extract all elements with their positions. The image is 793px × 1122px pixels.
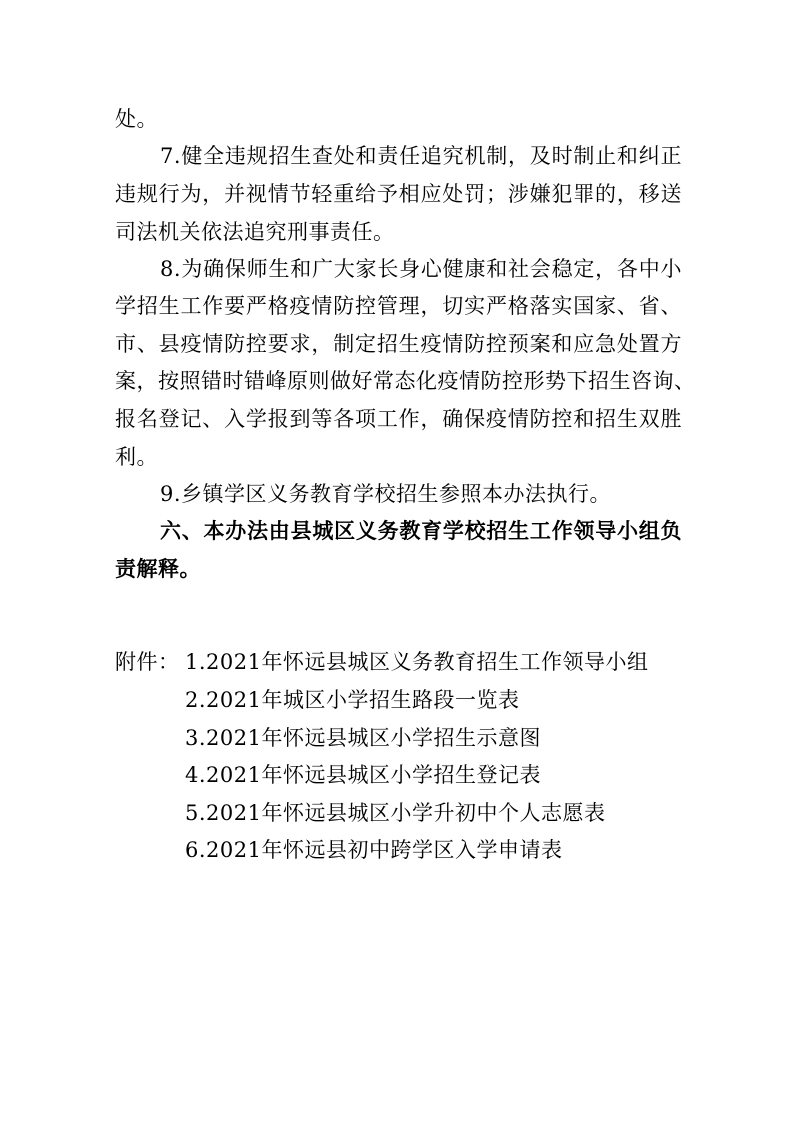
paragraph-6-tail: 处。 bbox=[115, 107, 158, 131]
paragraph-8-line-1: 8.为确保师生和广大家长身心健康和社会稳定，各中小 bbox=[160, 257, 682, 281]
paragraph-8-line-6: 利。 bbox=[115, 445, 158, 469]
attachment-item: 2.2021年城区小学招生路段一览表 bbox=[185, 688, 520, 712]
paragraph-8-line-3: 市、县疫情防控要求，制定招生疫情防控预案和应急处置方 bbox=[115, 332, 682, 356]
paragraph-7-line-1: 7.健全违规招生查处和责任追究机制，及时制止和纠正 bbox=[160, 144, 682, 168]
attachment-item: 4.2021年怀远县城区小学招生登记表 bbox=[185, 763, 541, 787]
paragraph-7-line-3: 司法机关依法追究刑事责任。 bbox=[115, 220, 395, 244]
attachment-item: 6.2021年怀远县初中跨学区入学申请表 bbox=[185, 838, 563, 862]
paragraph-9: 9.乡镇学区义务教育学校招生参照本办法执行。 bbox=[160, 482, 612, 506]
attachment-item: 3.2021年怀远县城区小学招生示意图 bbox=[185, 726, 541, 750]
paragraph-8-line-4: 案，按照错时错峰原则做好常态化疫情防控形势下招生咨询、 bbox=[115, 369, 696, 393]
paragraph-8-line-5: 报名登记、入学报到等各项工作，确保疫情防控和招生双胜 bbox=[115, 407, 682, 431]
attachments-label: 附件： bbox=[115, 650, 180, 674]
attachment-item: 1.2021年怀远县城区义务教育招生工作领导小组 bbox=[185, 650, 649, 674]
paragraph-7-line-2: 违规行为，并视情节轻重给予相应处罚；涉嫌犯罪的，移送 bbox=[115, 182, 682, 206]
attachment-item: 5.2021年怀远县城区小学升初中个人志愿表 bbox=[185, 801, 606, 825]
paragraph-8-line-2: 学招生工作要严格疫情防控管理，切实严格落实国家、省、 bbox=[115, 294, 682, 318]
section-6-line-1: 六、本办法由县城区义务教育学校招生工作领导小组负 bbox=[160, 519, 682, 543]
section-6-line-2: 责解释。 bbox=[115, 557, 201, 581]
